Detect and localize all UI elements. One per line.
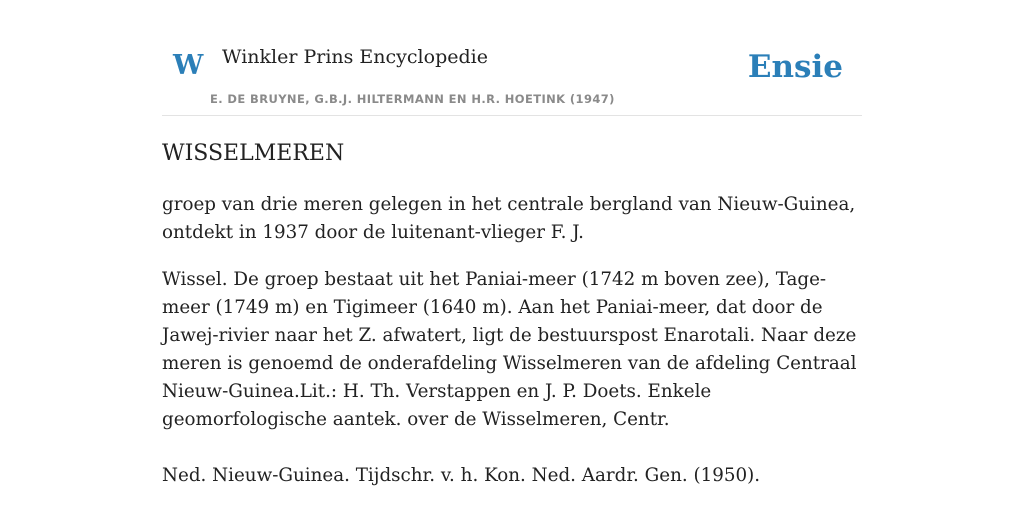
source-authors: E. DE BRUYNE, G.B.J. HILTERMANN EN H.R. HOETINK (1947) [210,92,615,106]
source-header [162,0,862,116]
article-paragraph: Wissel. De groep bestaat uit het Paniai-meer (1742 m boven zee), Tage-meer (1749 m) en Tigimeer (1640 m). Aan het Paniai-meer, dat door de Jawej-rivier naar het Z. afwatert, ligt de bestuurspost Enarotali. Naar deze meren is genoemd de onderafdeling Wisselmeren van de afdeling Centraal Nieuw-Guinea.Lit.: H. Th. Verstappen en J. P. Doets. Enkele geomorfologische aantek. over de Wisselmeren, Centr. [162,269,857,431]
source-title[interactable]: Winkler Prins Encyclopedie [222,46,488,68]
source-logo[interactable]: W [173,50,204,81]
page-container [162,0,862,490]
article-headword: WISSELMEREN [162,141,345,166]
article-paragraph: groep van drie meren gelegen in het centrale bergland van Nieuw-Guinea, ontdekt in 1937 door de luitenant-vlieger F. J. [162,194,856,244]
article-paragraph: Ned. Nieuw-Guinea. Tijdschr. v. h. Kon. Ned. Aardr. Gen. (1950). [162,465,761,487]
brand-logo[interactable]: Ensie [747,49,843,85]
